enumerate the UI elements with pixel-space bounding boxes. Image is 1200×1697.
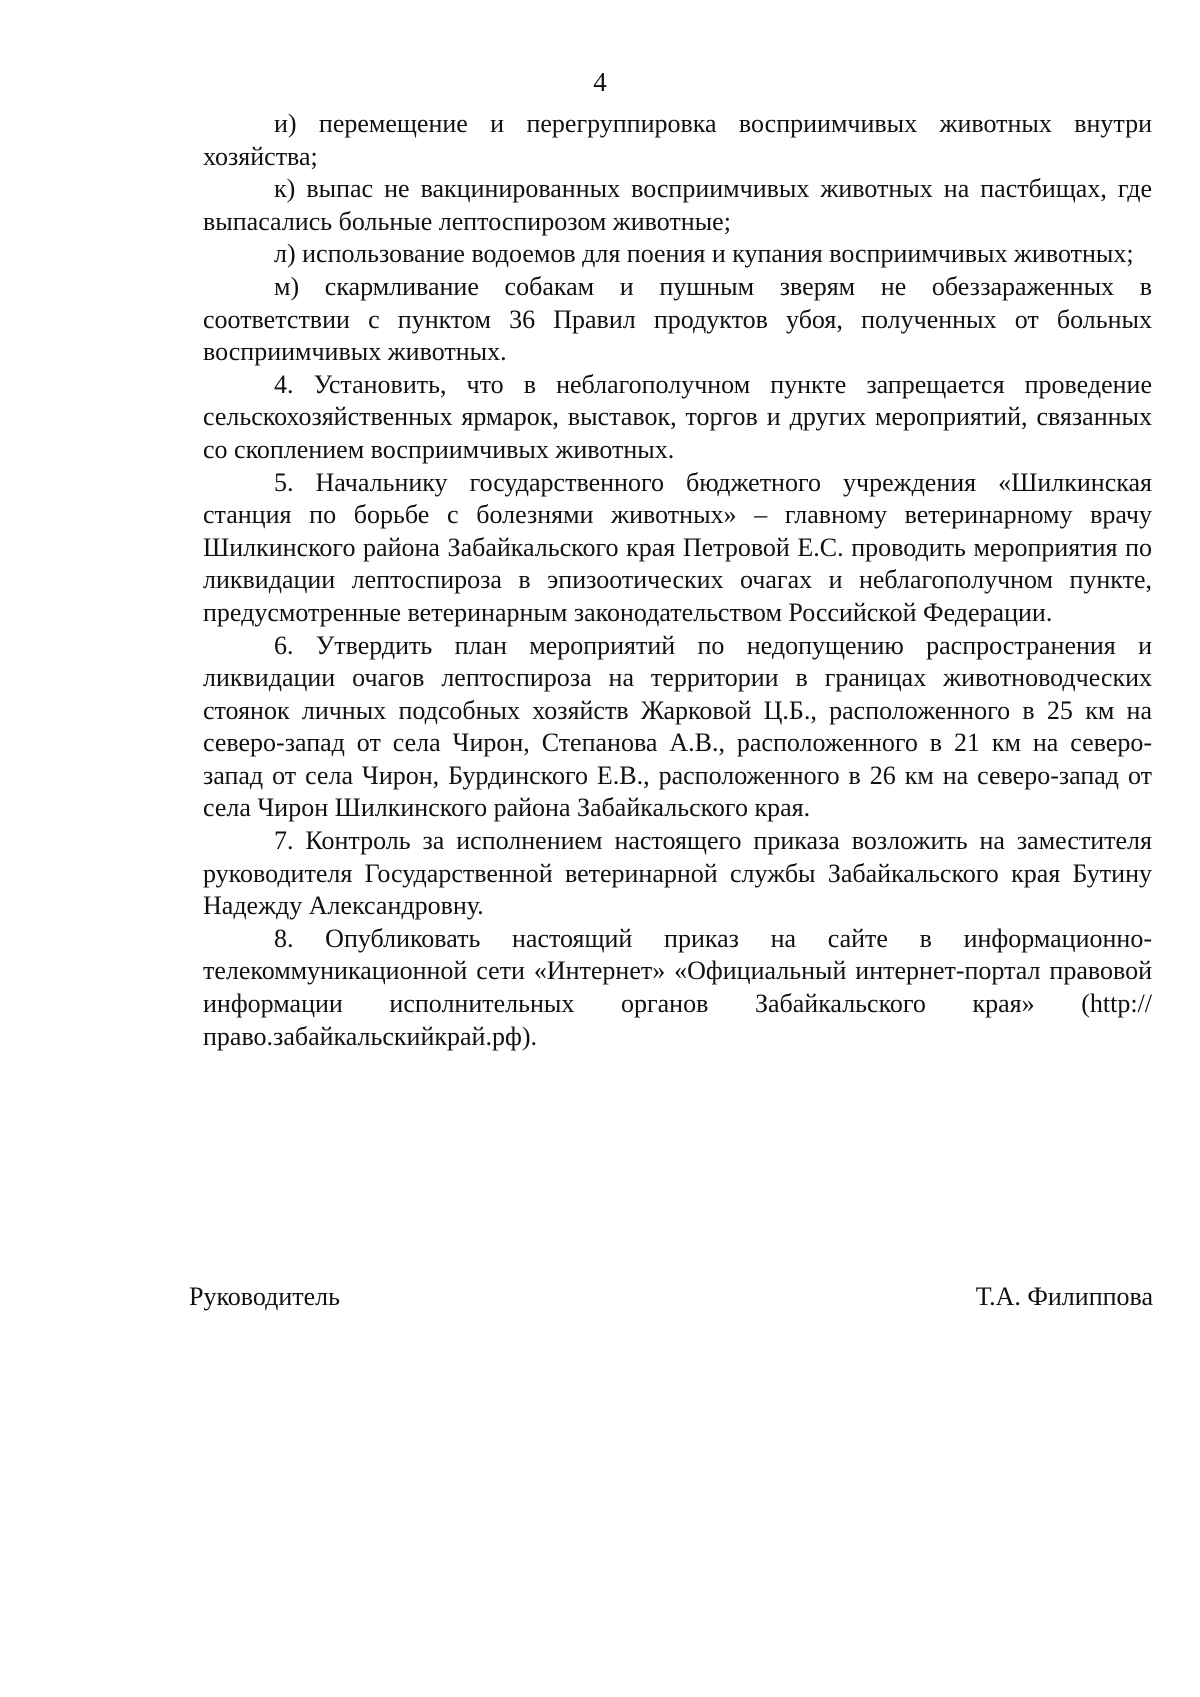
signatory-name: Т.А. Филиппова — [975, 1282, 1153, 1311]
paragraph-item-i: и) перемещение и перегруппировка восприимчивых животных внутри хозяйства; — [203, 109, 1152, 171]
paragraph-6: 6. Утвердить план мероприятий по недопущению распространения и ликвидации очагов лептоспироза на территории в границах животноводческих стоянок личных подсобных хозяйств Жарковой Ц.Б., расположенного в 25 км на северо-запад от села Чирон, Степанова А.В., расположенного в 21 км на северо-запад от села Чирон, Бурдинского Е.В., расположенного в 26 км на северо-запад от села Чирон Шилкинского района Забайкальского края. — [203, 630, 1152, 823]
paragraph-8: 8. Опубликовать настоящий приказ на сайте в информационно-телекоммуникационной сети «Интернет» «Официальный интернет-портал правовой информации исполнительных органов Забайкальского края» (http://право.забайкальскийкрай.рф). — [203, 923, 1152, 1051]
paragraph-4: 4. Установить, что в неблагополучном пункте запрещается проведение сельскохозяйственных ярмарок, выставок, торгов и других мероприятий, связанных со скоплением восприимчивых животных. — [203, 369, 1152, 464]
signatory-position: Руководитель — [189, 1282, 340, 1311]
page-number: 4 — [593, 67, 607, 97]
paragraph-7: 7. Контроль за исполнением настоящего приказа возложить на заместителя руководителя Государственной ветеринарной службы Забайкальского края Бутину Надежду Александровну. — [203, 826, 1152, 921]
document-body — [203, 108, 1152, 1053]
paragraph-item-l: л) использование водоемов для поения и купания восприимчивых животных; — [274, 239, 1134, 269]
paragraph-item-k: к) выпас не вакцинированных восприимчивых животных на пастбищах, где выпасались больные лептоспирозом животные; — [203, 174, 1152, 236]
paragraph-5: 5. Начальнику государственного бюджетного учреждения «Шилкинская станция по борьбе с болезнями животных» – главному ветеринарному врачу Шилкинского района Забайкальского края Петровой Е.С. проводить мероприятия по ликвидации лептоспироза в эпизоотических очагах и неблагополучном пункте, предусмотренные ветеринарным законодательством Российской Федерации. — [203, 467, 1152, 627]
paragraph-item-m: м) скармливание собакам и пушным зверям не обеззараженных в соответствии с пунктом 36 Правил продуктов убоя, полученных от больных восприимчивых животных. — [203, 271, 1152, 367]
signature-block — [189, 1281, 1153, 1313]
